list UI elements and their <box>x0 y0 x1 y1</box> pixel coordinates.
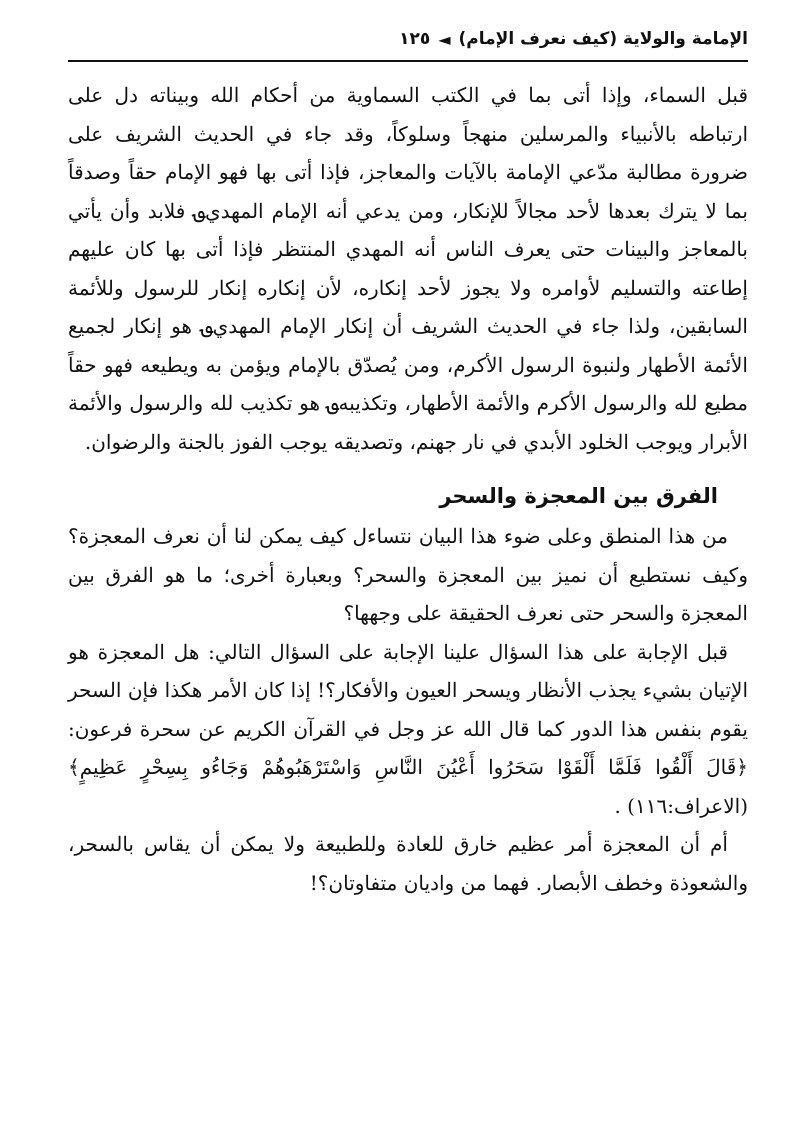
header-arrow-icon: ◄ <box>438 29 451 49</box>
section-heading: الفرق بين المعجزة والسحر <box>439 484 718 508</box>
paragraph: قبل الإجابة على هذا السؤال علينا الإجابة على السؤال التالي: هل المعجزة هو الإتيان بشيء يجذب الأنظار ويسحر العيون والأفكار؟! إذا كان الأمر هكذا فإن السحر يقوم بنفس هذا الدور كما قال الله عز وجل في القرآن الكريم عن سحرة فرعون: ﴿قَالَ أَلْقُوا فَلَمَّا أَلْقَوْا سَحَرُوا أَعْيُنَ النَّاسِ وَاسْتَرْهَبُوهُمْ وَجَاءُو بِسِحْرٍ عَظِيمٍ﴾ (الاعراف:١١٦) . <box>68 639 748 818</box>
header-title: الإمامة والولاية (كيف نعرف الإمام) <box>458 29 748 49</box>
paragraph: من هذا المنطق وعلى ضوء هذا البيان نتساءل كيف يمكن لنا أن نعرف المعجزة؟ وكيف نستطيع أن نميز بين المعجزة والسحر؟ وبعبارة أخرى؛ ما هو الفرق بين المعجزة والسحر حتى نعرف الحقيقة على وجهها؟ <box>68 524 748 625</box>
page-number: ١٢٥ <box>399 29 431 49</box>
book-page <box>68 24 748 902</box>
paragraph: قبل السماء، وإذا أتى بما في الكتب السماوية من أحكام الله وبيناته دل على ارتباطه بالأنبياء والمرسلين منهجاً وسلوكاً، وقد جاء في الحديث الشريف على ضرورة مطالبة مدّعي الإمامة بالآيات والمعاجز، فإذا أتى بها فهو الإمام حقاً وصدقاً بما لا يترك بعدها لأحد مجالاً للإنكار، ومن يدعي أنه الإمام المهدي؈ فلابد وأن يأتي بالمعاجز والبينات حتى يعرف الناس أنه المهدي المنتظر فإذا أتى بها كان عليهم إطاعته والتسليم لأوامره ولا يجوز لأحد إنكاره، لأن إنكاره إنكار للرسول وللأئمة السابقين، ولذا جاء في الحديث الشريف أن إنكار الإمام المهدي؈ هو إنكار لجميع الأئمة الأطهار ولنبوة الرسول الأكرم، ومن يُصدّق بالإمام ويؤمن به ويطيعه فهو حقاً مطيع لله والرسول الأكرم والأئمة الأطهار، وتكذيبه؈ هو تكذيب لله والرسول والأئمة الأبرار ويوجب الخلود الأبدي في نار جهنم، وتصديقه يوجب الفوز بالجنة والرضوان. <box>68 83 748 454</box>
page-body <box>68 76 748 902</box>
running-header <box>68 24 748 62</box>
paragraph: أم أن المعجزة أمر عظيم خارق للعادة وللطبيعة ولا يمكن أن يقاس بالسحر، والشعوذة وخطف الأبصار. فهما من واديان متفاوتان؟! <box>68 832 748 895</box>
